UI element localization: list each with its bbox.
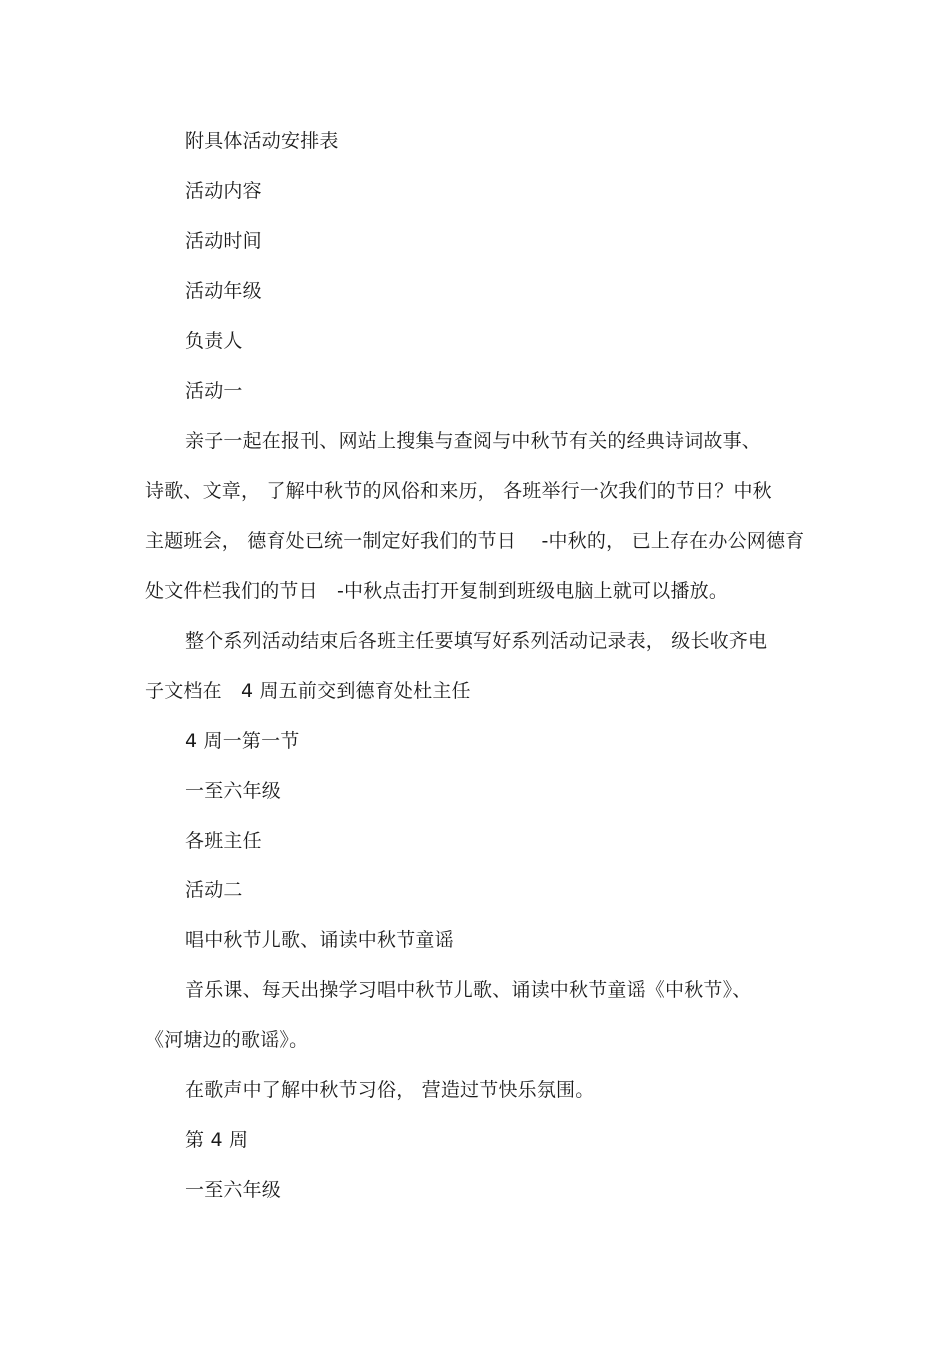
activity-two-title: 活动二	[185, 879, 243, 901]
paragraph-line: 子文档在 4 周五前交到德育处杜主任	[145, 680, 471, 702]
activity-one-grade: 一至六年级	[185, 780, 282, 802]
paragraph-line: 在歌声中了解中秋节习俗， 营造过节快乐氛围。	[185, 1079, 595, 1101]
activity-two-time: 第 4 周	[185, 1129, 249, 1151]
paragraph-line: 整个系列活动结束后各班主任要填写好系列活动记录表， 级长收齐电	[185, 630, 768, 652]
activity-two-grade: 一至六年级	[185, 1179, 282, 1201]
activity-one-time: 4 周一第一节	[185, 730, 300, 752]
paragraph-line: 主题班会， 德育处已统一制定好我们的节日 -中秋的， 已上存在办公网德育	[145, 530, 805, 552]
label-activity-time: 活动时间	[185, 230, 262, 252]
label-activity-content: 活动内容	[185, 180, 262, 202]
activity-one-title: 活动一	[185, 380, 243, 402]
activity-one-person: 各班主任	[185, 830, 262, 852]
heading-schedule: 附具体活动安排表	[185, 130, 339, 152]
paragraph-line: 《河塘边的歌谣》。	[145, 1029, 309, 1051]
paragraph-line: 音乐课、每天出操学习唱中秋节儿歌、诵读中秋节童谣《中秋节》、	[185, 979, 752, 1001]
paragraph-line: 亲子一起在报刊、网站上搜集与查阅与中秋节有关的经典诗词故事、	[185, 430, 762, 452]
label-activity-grade: 活动年级	[185, 280, 262, 302]
label-person-in-charge: 负责人	[185, 330, 243, 352]
activity-two-content: 唱中秋节儿歌、诵读中秋节童谣	[185, 929, 454, 951]
paragraph-line: 诗歌、文章， 了解中秋节的风俗和来历， 各班举行一次我们的节日？中秋	[145, 480, 772, 502]
paragraph-line: 处文件栏我们的节日 -中秋点击打开复制到班级电脑上就可以播放。	[145, 580, 729, 602]
